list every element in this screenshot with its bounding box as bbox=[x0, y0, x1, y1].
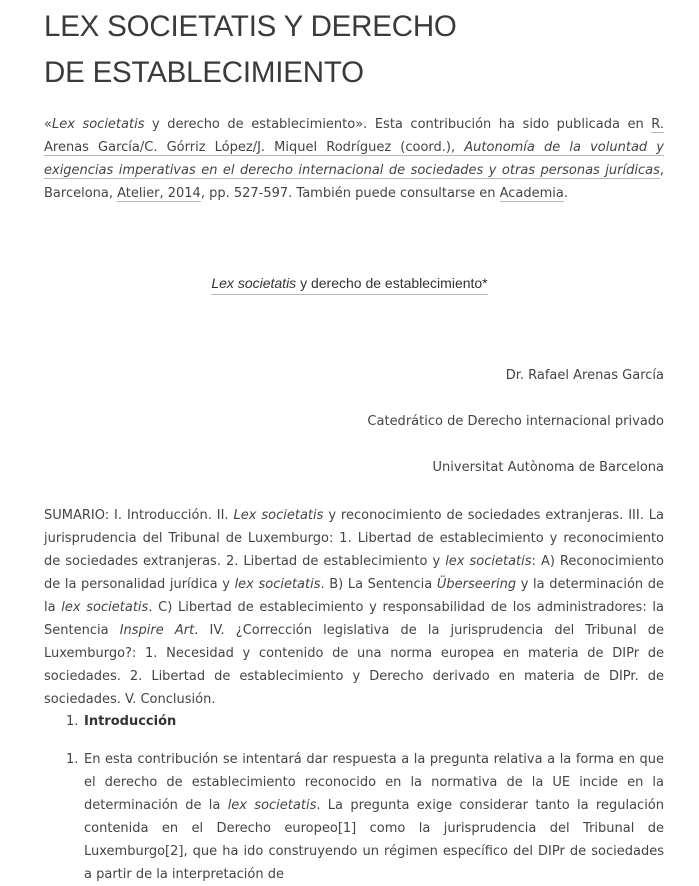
summary-text: . IV. ¿Corrección legislativa de la jurisprudencia del Tribunal de Luxemburgo?: 1. Necesidad y contenido de una norma europea en materia de DIPr de sociedades. 2. Libertad de establecimiento y Derecho derivado en materia de DIPr. de sociedades. V. Conclusión. bbox=[44, 623, 664, 707]
intro-quote: « bbox=[44, 117, 52, 132]
intro-text-2: , Barcelona, bbox=[44, 163, 664, 201]
footnote-link-2[interactable]: [2] bbox=[165, 844, 184, 859]
intro-authors-link[interactable]: R. Arenas García/C. Górriz López/J. Miquel Rodríguez (coord.), bbox=[44, 117, 664, 155]
intro-text-3: , pp. 527-597. También puede consultarse en bbox=[200, 186, 500, 201]
article-title bbox=[0, 275, 699, 291]
summary-text: y reconocimiento de sociedades extranjeras. III. La jurisprudencia del Tribunal de Luxemburgo: 1. Libertad de establecimiento y reconocimiento de sociedades extranjeras. 2. Libertad de establecimiento y bbox=[44, 508, 664, 569]
summary-italic: lex societatis bbox=[234, 577, 321, 592]
section-heading: Introducción bbox=[84, 714, 177, 729]
footnote-link-1[interactable]: [1] bbox=[337, 821, 357, 836]
author-position: Catedrático de Derecho internacional privado bbox=[367, 414, 664, 429]
page-title-line-2: DE ESTABLECIMIENTO bbox=[44, 56, 364, 89]
page-title-line-1: LEX SOCIETATIS Y DERECHO bbox=[44, 10, 457, 43]
paragraph-text: , que ha ido construyendo un régimen específico del DIPr de sociedades a partir de la interpretación de bbox=[84, 844, 664, 882]
section-item bbox=[44, 710, 664, 733]
summary-text: . C) Libertad de establecimiento y responsabilidad de los administradores: la Sentencia bbox=[44, 600, 664, 638]
author-name: Dr. Rafael Arenas García bbox=[505, 368, 664, 383]
summary-text: y la determinación de la bbox=[44, 577, 664, 615]
author-university: Universitat Autònoma de Barcelona bbox=[432, 460, 664, 475]
intro-book-title-link[interactable]: Autonomía de la voluntad y exigencias imperativas en el derecho internacional de sociedades y otras personas jurídicas bbox=[44, 140, 664, 178]
summary-text: : A) Reconocimiento de la personalidad jurídica y bbox=[44, 554, 664, 592]
summary-italic: Überseering bbox=[436, 577, 517, 592]
paragraph-number: 1. bbox=[66, 752, 79, 767]
intro-lex-societatis: Lex societatis bbox=[51, 117, 145, 132]
section-list bbox=[44, 710, 664, 733]
article-title-rest: y derecho de establecimiento* bbox=[296, 275, 488, 291]
paragraph-text: como la jurisprudencia del Tribunal de Luxemburgo bbox=[84, 821, 664, 859]
summary-text: . B) La Sentencia bbox=[320, 577, 437, 592]
page-title bbox=[44, 4, 664, 96]
summary-italic: lex societatis bbox=[445, 554, 532, 569]
summary-text: SUMARIO: I. Introducción. II. bbox=[44, 508, 234, 523]
summary-italic: lex societatis bbox=[61, 600, 149, 615]
summary-italic: Inspire Art bbox=[119, 623, 195, 638]
paragraph-list bbox=[44, 748, 664, 886]
paragraph-text: En esta contribución se intentará dar respuesta a la pregunta relativa a la forma en que el derecho de establecimiento reconocido en la normativa de la UE incide en la determinación de la bbox=[84, 752, 664, 813]
paragraph-item bbox=[44, 748, 664, 886]
section-number: 1. bbox=[66, 714, 79, 729]
paragraph-text: . La pregunta exige considerar tanto la regulación contenida en el Derecho europeo bbox=[84, 798, 664, 836]
intro-text-4: . bbox=[563, 186, 569, 201]
academia-link[interactable]: Academia bbox=[499, 186, 564, 201]
paragraph-italic: lex societatis bbox=[227, 798, 317, 813]
intro-text-1: y derecho de establecimiento». Esta contribución ha sido publicada en bbox=[144, 117, 652, 132]
intro-paragraph bbox=[44, 113, 664, 205]
article-title-italic: Lex societatis bbox=[211, 275, 297, 291]
intro-publisher-link[interactable]: Atelier, 2014 bbox=[117, 186, 201, 201]
article-title-text bbox=[211, 275, 487, 295]
summary-paragraph bbox=[44, 504, 664, 711]
summary-italic: Lex societatis bbox=[233, 508, 324, 523]
